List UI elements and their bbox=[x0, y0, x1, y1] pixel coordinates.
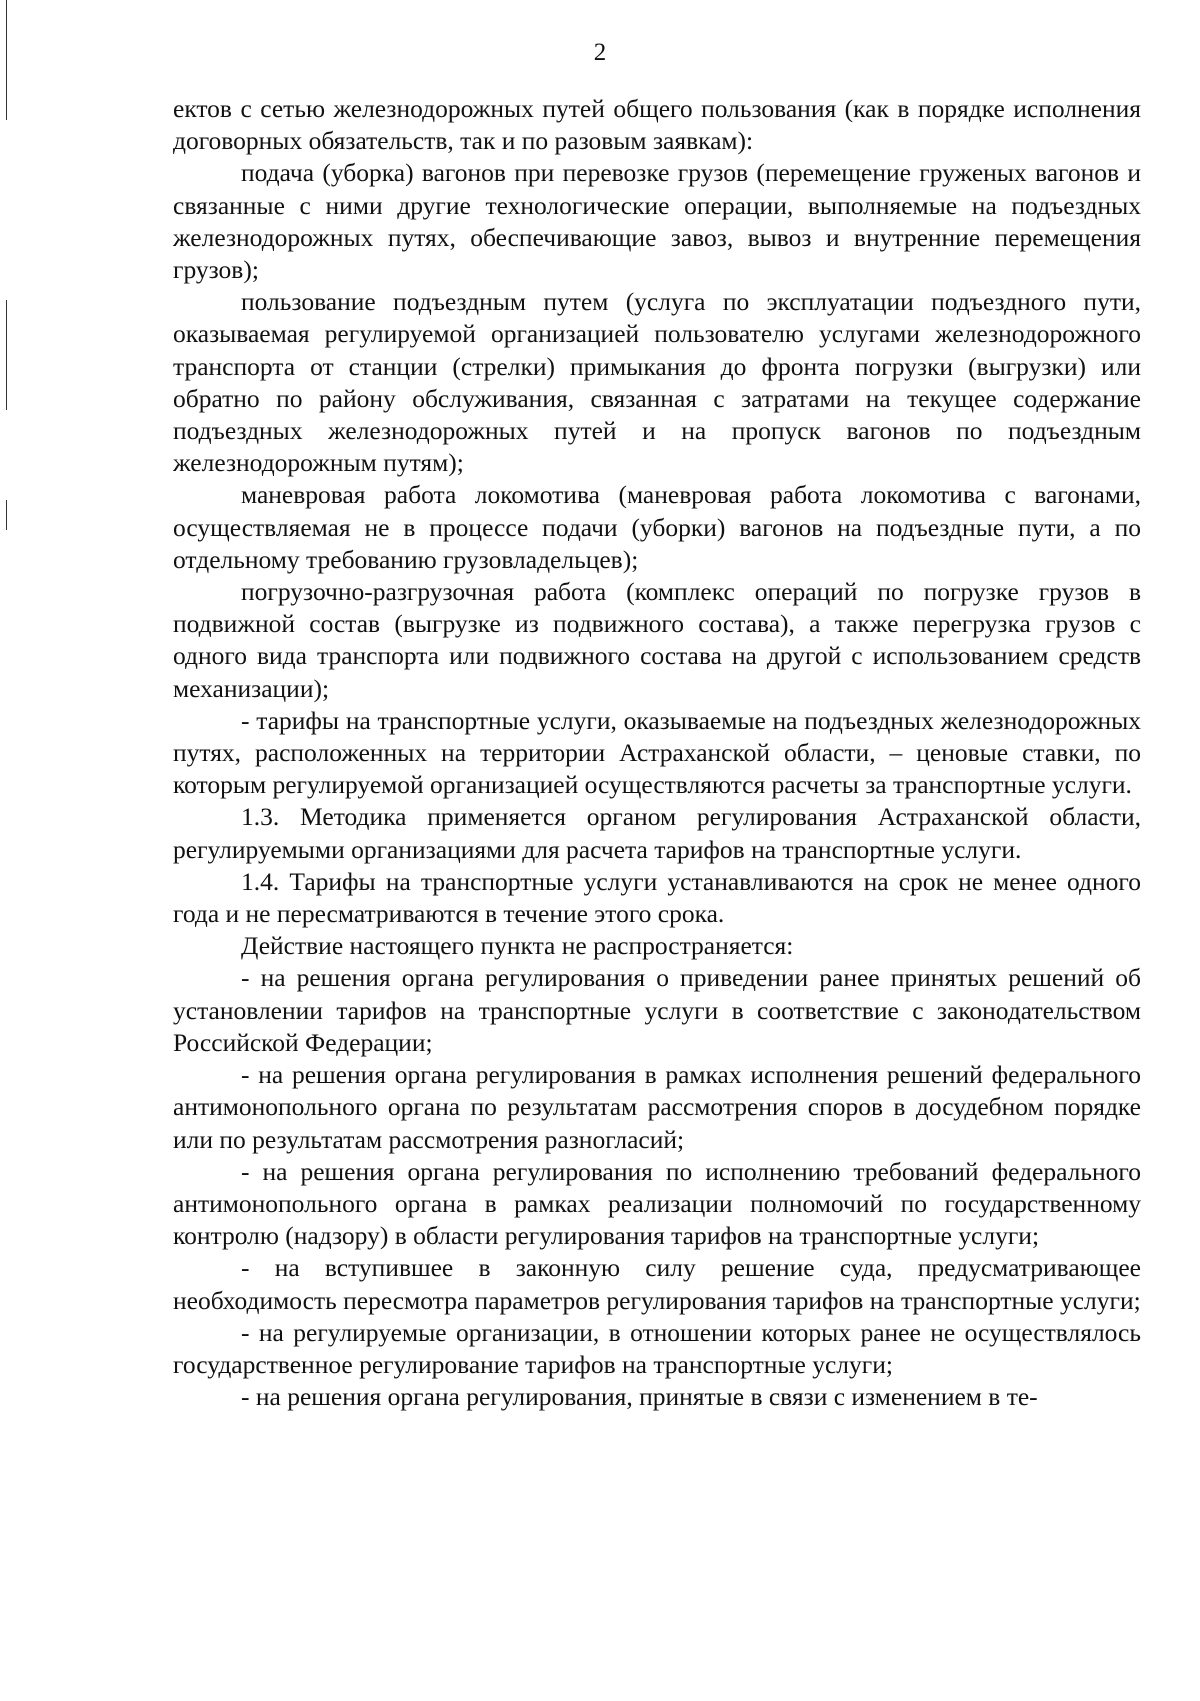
paragraph-loading-work: погрузочно-разгрузочная работа (комплекс операций по погрузке грузов в подвижной состав (выгрузке из подвижного состава), а также перегрузка грузов с одного вида транспорта или подвижного состава на другой с использованием средств механизации); bbox=[173, 577, 1141, 703]
paragraph-exceptions-intro: Действие настоящего пункта не распространяется: bbox=[241, 931, 794, 961]
paragraph-car-delivery: подача (уборка) вагонов при перевозке грузов (перемещение груженых вагонов и связанные с ними другие технологические операции, выполняемые на подъездных железнодорожных путях, обеспечивающие завоз, вывоз и внутренние перемещения грузов); bbox=[173, 158, 1141, 285]
paragraph-section-1-4: 1.4. Тарифы на транспортные услуги устанавливаются на срок не менее одного года и не пересматриваются в течение этого срока. bbox=[173, 866, 1141, 929]
list-item-exception: - на решения органа регулирования о приведении ранее принятых решений об установлении тарифов на транспортные услуги в соответствие с законодательством Российской Федерации; bbox=[173, 963, 1141, 1057]
paragraph-continuation: ектов с сетью железнодорожных путей общего пользования (как в порядке исполнения договорных обязательств, так и по разовым заявкам): bbox=[173, 94, 1141, 156]
scan-edge-mark bbox=[6, 500, 7, 530]
paragraph-tariffs-definition: - тарифы на транспортные услуги, оказываемые на подъездных железнодорожных путях, расположенных на территории Астраханской области, – ценовые ставки, по которым регулируемой организацией осуществляются расчеты за транспортные услуги. bbox=[173, 705, 1141, 800]
list-item-exception: - на решения органа регулирования в рамках исполнения решений федерального антимонопольного органа по результатам рассмотрения споров в досудебном порядке или по результатам рассмотрения разногласий; bbox=[173, 1060, 1141, 1154]
list-item-exception: - на решения органа регулирования, принятые в связи с изменением в те- bbox=[241, 1382, 1038, 1412]
paragraph-siding-use: пользование подъездным путем (услуга по эксплуатации подъездного пути, оказываемая регулируемой организацией пользователю услугами железнодорожного транспорта от станции (стрелки) примыкания до фронта погрузки (выгрузки) или обратно по району обслуживания, связанная с затратами на текущее содержание подъездных железнодорожных путей и на пропуск вагонов по подъездным железнодорожным путям); bbox=[173, 287, 1141, 478]
scan-edge-mark bbox=[6, 300, 7, 410]
list-item-exception: - на вступившее в законную силу решение суда, предусматривающее необходимость пересмотра параметров регулирования тарифов на транспортные услуги; bbox=[173, 1253, 1141, 1315]
document-body bbox=[173, 93, 1141, 1413]
paragraph-section-1-3: 1.3. Методика применяется органом регулирования Астраханской области, регулируемыми организациями для расчета тарифов на транспортные услуги. bbox=[173, 802, 1141, 864]
list-item-exception: - на решения органа регулирования по исполнению требований федерального антимонопольного органа в рамках реализации полномочий по государственному контролю (надзору) в области регулирования тарифов на транспортные услуги; bbox=[173, 1156, 1141, 1251]
list-item-exception: - на регулируемые организации, в отношении которых ранее не осуществлялось государственное регулирование тарифов на транспортные услуги; bbox=[173, 1317, 1141, 1379]
paragraph-shunting-work: маневровая работа локомотива (маневровая работа локомотива с вагонами, осуществляемая не в процессе подачи (уборки) вагонов на подъездные пути, а по отдельному требованию грузовладельцев); bbox=[173, 480, 1141, 574]
page-number: 2 bbox=[593, 39, 607, 66]
